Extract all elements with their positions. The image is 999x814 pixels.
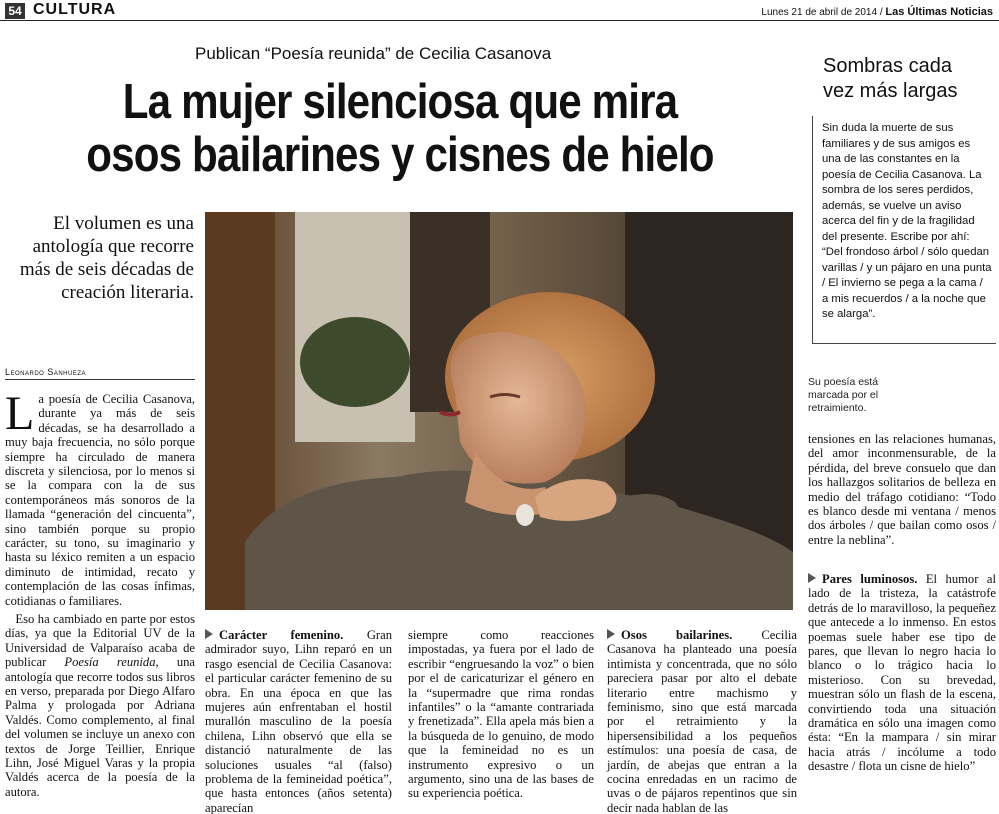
subhead-caracter-femenino: Carácter femenino. [219, 628, 344, 642]
article-deck: El volumen es una antología que recorre más de seis décadas de creación literaria. [19, 213, 194, 303]
subhead-pares-luminosos: Pares luminosos. [822, 572, 918, 586]
page-number: 54 [5, 3, 25, 19]
article-kicker: Publican “Poesía reunida” de Cecilia Casanova [195, 44, 552, 63]
book-title: Poesía reunida [64, 655, 156, 670]
article-paragraph-2 [5, 612, 195, 812]
headline-line-1: La mujer silenciosa que mira [122, 75, 678, 129]
sidebar-title [823, 54, 993, 104]
article-paragraph-7 [808, 572, 996, 774]
arrow-bullet-icon [808, 573, 816, 583]
subhead-osos-bailarines: Osos bailarines. [621, 628, 733, 642]
byline: Leonardo Sanhueza [5, 367, 87, 377]
article-paragraph-3 [205, 628, 392, 814]
photo-caption: Su poesía está marcada por el retraimiento. [808, 376, 879, 414]
paragraph-2-text-b: , una antología que recorre todos sus libros en verso, preparada por Diego Alfaro Palma y prologada por Adriana Valdés. Como complemento, al final del volumen se incluye un anexo con textos de Jorge Teillier, Enrique Lihn, José Miguel Varas y la propia Valdés acerca de la poesía de la autora. [5, 655, 195, 799]
paragraph-1-text: a poesía de Cecilia Casanova, durante ya más de seis décadas, se ha desarrollado a muy baja frecuencia, no sólo porque siempre ha circulado de manera discreta y silenciosa, por lo menos si se la compara con la de sus contemporáneos más sonoros de la llamada “generación del cincuenta”, sino también porque su propio carácter, su tono, su imaginario y hasta su léxico remiten a un espacio diminuto de intimidad, recato y contemplación de las cosas ínfimas, cotidianas o familiares. [5, 392, 195, 608]
headline-line-2: osos bailarines y cisnes de hielo [86, 128, 714, 182]
article-photo [205, 212, 793, 610]
sidebar-text: Sin duda la muerte de sus familiares y de sus amigos es una de las constantes en la poesía de Cecilia Casanova. La sombra de los seres perdidos, además, se vuelve un aviso acerca del fin y de la fragilidad del presente. Escribe por ahí: “Del frondoso árbol / sólo quedan varillas / y un pájaro en una punta / El invierno se pega a la cama / a mis recuerdos / a la noche que se alarga”. [822, 122, 992, 320]
newspaper-name: Las Últimas Noticias [885, 6, 993, 18]
dateline [761, 6, 993, 18]
paragraph-7-text: El humor al lado de la tristeza, la catástrofe detrás de lo maravilloso, la pequeñez que antecede a lo inmenso. En estos poemas suele haber ese tipo de pares, que llevan lo negro hacia lo blanco o lo trágico hacia lo misterioso. Con su brevedad, muestran sólo un flash de la escena, convirtiendo toda una situación dramática en sólo una imagen como ésta: “En la mampara / sin mirar hacia atrás / incólume a todo desastre / flota un cisne de hielo” [808, 572, 996, 774]
paragraph-2-text-a: Eso ha cambiado en parte por estos días, ya que la Editorial UV de la Universidad de Valparaíso acaba de publicar [5, 612, 196, 670]
section-label: CULTURA [33, 1, 117, 18]
sidebar-title-line-1: Sombras cada [823, 55, 952, 77]
sidebar-title-line-2: vez más largas [823, 80, 958, 102]
paragraph-3-text: Gran admirador suyo, Lihn reparó en un rasgo esencial de Cecilia Casanova: el particular carácter femenino de su obra. En una época en que las mujeres aún enfrentaban el hostil murallón masculino de la poesía chilena, Lihn observó que ella se distanció naturalmente de las soluciones usuales “al (falso) problema de la femineidad poética”, que hasta entonces (años setenta) aparecían [205, 628, 392, 814]
article-paragraph-4: siempre como reacciones impostadas, ya fuera por el lado de escribir “engruesando la voz” o bien por el de caricaturizar el género en la “supermadre que rima rondas infantiles” o la “amante contrariada y frenetizada”. Ella apela más bien a la búsqueda de lo genuino, de modo que la femineidad no es un instrumento expresivo o un argumento, sino una de las bases de su experiencia poética. [408, 628, 594, 801]
article-paragraph-1 [5, 387, 195, 612]
arrow-bullet-icon [607, 629, 615, 639]
paragraph-5-text: Cecilia Casanova ha planteado una poesía intimista y concentrada, que no sólo pareciera pasar por alto el debate literario entre machismo y feminismo, sino que está marcada por el retraimiento y la hipersensibilidad a los pequeños estímulos: una poesía de casa, de jardín, de abejas que entran a la cocina enredadas en un racimo de uvas o de pájaros repentinos que sin decir nada hablan de las [607, 628, 797, 814]
article-paragraph-5 [607, 628, 797, 814]
header-rule [0, 20, 999, 21]
arrow-bullet-icon [205, 629, 213, 639]
issue-date: Lunes 21 de abril de 2014 / [761, 7, 883, 18]
article-paragraph-6: tensiones en las relaciones humanas, del amor inconmensurable, de la pérdida, del breve consuelo que dan los hallazgos solitarios de belleza en medio del tráfago cotidiano: “Todo es blanco desde mi ventana / menos dos árboles / que bailan como osos / entre la neblina”. [808, 432, 996, 547]
article-headline [56, 76, 744, 182]
byline-rule [5, 379, 195, 380]
drop-cap: L [5, 387, 35, 440]
